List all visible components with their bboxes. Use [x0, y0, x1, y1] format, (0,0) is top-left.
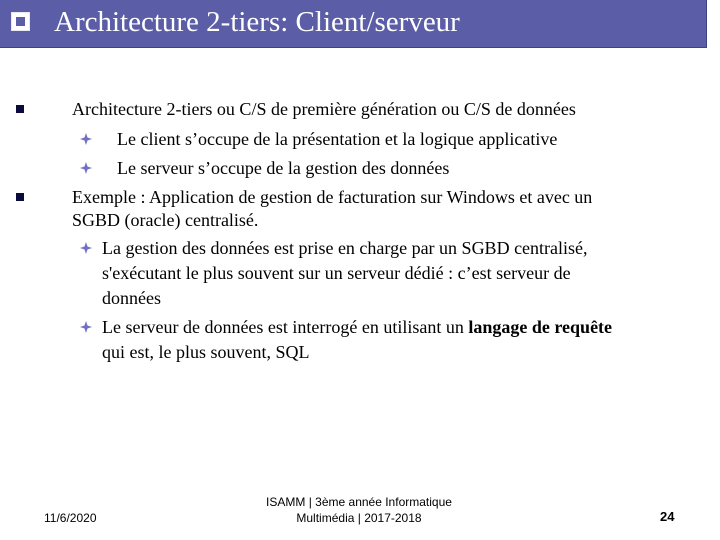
square-bullet-icon: [16, 105, 24, 113]
slide-title: Architecture 2-tiers: Client/serveur: [54, 6, 460, 38]
diamond-bullet-icon: [80, 133, 92, 145]
footer-center-line: Multimédia | 2017-2018: [296, 511, 422, 525]
diamond-bullet-icon: [80, 162, 92, 174]
sub-bullet-text-continued: s'exécutant le plus souvent sur un serveur dédié : c’est serveur de: [102, 263, 571, 283]
page-number: 24: [660, 509, 675, 524]
bullet-text: Exemple : Application de gestion de facturation sur Windows et avec un: [72, 187, 593, 207]
sub-bullet-text-continued: qui est, le plus souvent, SQL: [102, 342, 310, 362]
footer-center: [250, 494, 468, 526]
sub-bullet-text: La gestion des données est prise en charge par un SGBD centralisé,: [102, 238, 588, 258]
sub-bullet-text-continued: données: [102, 288, 161, 308]
keyword-text: langage de requête: [468, 317, 613, 337]
sub-bullet-text-part: Le serveur de données est interrogé en utilisant un: [102, 317, 469, 337]
diamond-bullet-icon: [80, 321, 92, 333]
footer-date: 11/6/2020: [44, 511, 97, 525]
bullet-text: Architecture 2-tiers ou C/S de première génération ou C/S de données: [72, 99, 576, 119]
diamond-bullet-icon: [80, 242, 92, 254]
square-bullet-icon: [16, 193, 24, 201]
sub-bullet-text: Le serveur s’occupe de la gestion des données: [117, 158, 450, 178]
bullet-text-continued: SGBD (oracle) centralisé.: [72, 210, 259, 230]
sub-bullet-text: Le client s’occupe de la présentation et la logique applicative: [117, 129, 558, 149]
footer-center-line: ISAMM | 3ème année Informatique: [266, 495, 452, 509]
sub-bullet-text: [102, 316, 612, 338]
